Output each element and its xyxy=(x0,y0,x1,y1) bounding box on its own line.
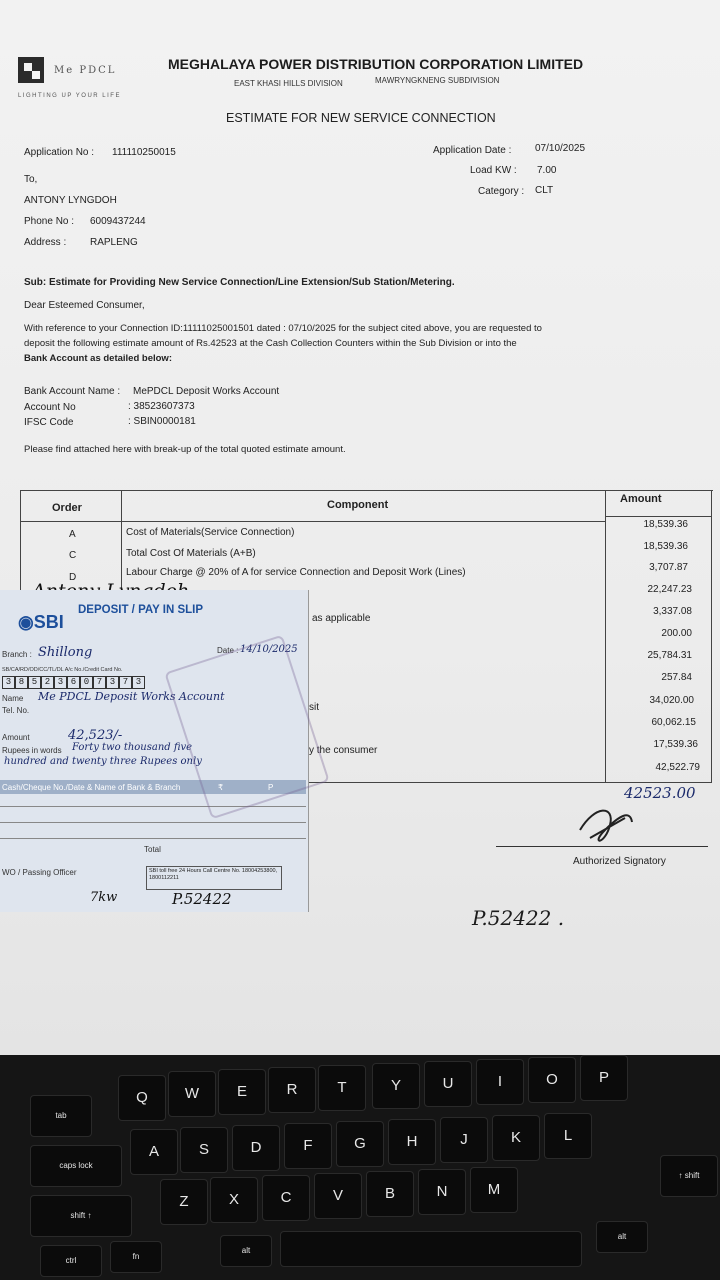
date-value: 14/10/2025 xyxy=(240,644,298,655)
key-j[interactable]: J xyxy=(440,1117,488,1163)
key-alt-left[interactable]: alt xyxy=(220,1235,272,1267)
slip-receipt-note: P.52422 xyxy=(172,890,232,908)
key-ctrl[interactable]: ctrl xyxy=(40,1245,102,1277)
paragraph-line-1: With reference to your Connection ID:11111025001501 dated : 07/10/2025 for the subject cited above, you are requested to xyxy=(24,323,542,334)
table-row-order: D xyxy=(69,572,77,583)
key-n[interactable]: N xyxy=(418,1169,466,1215)
paise-label: P xyxy=(268,783,274,792)
name-label: Name xyxy=(2,694,24,703)
key-h[interactable]: H xyxy=(388,1119,436,1165)
paragraph-line-3: Bank Account as detailed below: xyxy=(24,353,172,364)
header-component: Component xyxy=(327,499,389,511)
amount-cell: 257.84 xyxy=(661,672,692,683)
authorized-signatory-label: Authorized Signatory xyxy=(573,856,666,867)
key-shift-left[interactable]: shift ↑ xyxy=(30,1195,132,1237)
passing-officer-label: WO / Passing Officer xyxy=(2,868,77,877)
key-fn[interactable]: fn xyxy=(110,1241,162,1273)
key-m[interactable]: M xyxy=(470,1167,518,1213)
account-digit-boxes xyxy=(2,676,145,689)
key-f[interactable]: F xyxy=(284,1123,332,1169)
handwritten-total: 42523.00 xyxy=(624,784,696,802)
digit-box: 3 xyxy=(2,676,15,689)
key-e[interactable]: E xyxy=(218,1069,266,1115)
digit-box: 3 xyxy=(54,676,67,689)
key-t[interactable]: T xyxy=(318,1065,366,1111)
digit-box: 7 xyxy=(93,676,106,689)
key-b[interactable]: B xyxy=(366,1171,414,1217)
amount-cell: 34,020.00 xyxy=(649,695,694,706)
digit-box: 6 xyxy=(67,676,80,689)
account-type-label: SB/CA/RD/OD/CC/TL/DL A/c No./Credit Card No. xyxy=(2,667,123,673)
key-i[interactable]: I xyxy=(476,1059,524,1105)
key-g[interactable]: G xyxy=(336,1121,384,1167)
sbi-logo xyxy=(18,612,64,633)
phone-label: Phone No : xyxy=(24,216,75,227)
helpline-box: SBI toll free 24 Hours Call Centre No. 18004253800, 1800112211 xyxy=(146,866,282,890)
words-line-1: Forty two thousand five xyxy=(72,742,193,753)
application-no: 111110250015 xyxy=(112,147,176,158)
partial-component: sit xyxy=(309,702,319,713)
words-line-2: hundred and twenty three Rupees only xyxy=(4,756,202,767)
key-space[interactable] xyxy=(280,1231,582,1267)
slip-title: DEPOSIT / PAY IN SLIP xyxy=(78,604,204,616)
rupee-symbol: ₹ xyxy=(218,783,224,792)
key-l[interactable]: L xyxy=(544,1113,592,1159)
header-amount: Amount xyxy=(620,493,662,505)
branch-label: Branch : xyxy=(2,650,32,659)
account-value: : 38523607373 xyxy=(128,401,195,412)
load-value: 7.00 xyxy=(537,165,557,176)
logo-tagline: LIGHTING UP YOUR LIFE xyxy=(18,93,121,99)
laptop-keyboard xyxy=(0,1055,720,1280)
bank-name-label: Bank Account Name : xyxy=(24,386,121,397)
sbi-icon: ◉ xyxy=(18,612,34,632)
key-z[interactable]: Z xyxy=(160,1179,208,1225)
digit-box: 3 xyxy=(132,676,145,689)
digit-box: 3 xyxy=(106,676,119,689)
table-row-order: A xyxy=(69,529,76,540)
key-u[interactable]: U xyxy=(424,1061,472,1107)
amount-value: 42,523/- xyxy=(68,728,123,743)
division-name: EAST KHASI HILLS DIVISION xyxy=(234,79,343,88)
amount-cell: 25,784.31 xyxy=(647,650,692,661)
words-label: Rupees in words xyxy=(2,746,62,755)
key-v[interactable]: V xyxy=(314,1173,362,1219)
key-s[interactable]: S xyxy=(180,1127,228,1173)
key-a[interactable]: A xyxy=(130,1129,178,1175)
address-value: RAPLENG xyxy=(90,237,138,248)
digit-box: 7 xyxy=(119,676,132,689)
amount-cell: 3,337.08 xyxy=(653,606,692,617)
salutation: Dear Esteemed Consumer, xyxy=(24,300,145,311)
amount-cell: 200.00 xyxy=(661,628,692,639)
name-value: Me PDCL Deposit Works Account xyxy=(38,690,225,703)
key-tab[interactable]: tab xyxy=(30,1095,92,1137)
phone-value: 6009437244 xyxy=(90,216,146,227)
key-y[interactable]: Y xyxy=(372,1063,420,1109)
amount-cell: 17,539.36 xyxy=(653,739,698,750)
bank-name: SBI xyxy=(33,612,64,632)
to-label: To, xyxy=(24,174,38,185)
subdivision-name: MAWRYNGKNENG SUBDIVISION xyxy=(375,76,500,85)
application-no-label: Application No : xyxy=(24,147,95,158)
branch-value: Shillong xyxy=(38,645,93,660)
amount-cell: 18,539.36 xyxy=(643,519,688,530)
ifsc-label: IFSC Code xyxy=(24,417,74,428)
account-label: Account No xyxy=(24,402,76,413)
address-label: Address : xyxy=(24,237,67,248)
receipt-number: P.52422 . xyxy=(472,906,565,930)
key-x[interactable]: X xyxy=(210,1177,258,1223)
signature-scribble xyxy=(570,800,640,848)
category-value: CLT xyxy=(535,185,554,196)
company-name: MEGHALAYA POWER DISTRIBUTION CORPORATION LIMITED xyxy=(168,56,584,72)
key-r[interactable]: R xyxy=(268,1067,316,1113)
amount-label: Amount xyxy=(2,733,30,742)
key-shift-right[interactable]: ↑ shift xyxy=(660,1155,718,1197)
document-title: ESTIMATE FOR NEW SERVICE CONNECTION xyxy=(226,111,496,125)
application-date-label: Application Date : xyxy=(433,145,512,156)
key-c[interactable]: C xyxy=(262,1175,310,1221)
key-alt-right[interactable]: alt xyxy=(596,1221,648,1253)
table-row-component: Cost of Materials(Service Connection) xyxy=(126,527,295,538)
table-row-order: C xyxy=(69,550,77,561)
logo-text: Me PDCL xyxy=(54,65,117,76)
amount-cell: 18,539.36 xyxy=(643,541,688,552)
key-caps-lock[interactable]: caps lock xyxy=(30,1145,122,1187)
key-w[interactable]: W xyxy=(168,1071,216,1117)
cheque-label: Cash/Cheque No./Date & Name of Bank & Branch xyxy=(2,783,181,792)
subject-line: Sub: Estimate for Providing New Service Connection/Line Extension/Sub Station/Metering. xyxy=(24,277,455,288)
category-label: Category : xyxy=(478,186,525,197)
partial-component: y the consumer xyxy=(309,745,378,756)
digit-box: 8 xyxy=(15,676,28,689)
paragraph-line-2: deposit the following estimate amount of Rs.42523 at the Cash Collection Counters within the Sub Division or into the xyxy=(24,338,517,349)
attached-note: Please find attached here with break-up of the total quoted estimate amount. xyxy=(24,444,346,455)
amount-cell: 3,707.87 xyxy=(649,562,688,573)
ifsc-value: : SBIN0000181 xyxy=(128,416,196,427)
partial-component: as applicable xyxy=(312,613,371,624)
amount-cell: 60,062.15 xyxy=(651,717,696,728)
application-date: 07/10/2025 xyxy=(535,143,586,154)
header-order: Order xyxy=(52,502,82,514)
kw-note: 7kw xyxy=(90,890,118,905)
company-logo xyxy=(18,55,128,99)
key-d[interactable]: D xyxy=(232,1125,280,1171)
table-row-component: Labour Charge @ 20% of A for service Connection and Deposit Work (Lines) xyxy=(126,567,466,578)
bank-name-value: MePDCL Deposit Works Account xyxy=(133,386,280,397)
key-k[interactable]: K xyxy=(492,1115,540,1161)
digit-box: 5 xyxy=(28,676,41,689)
total-label: Total xyxy=(144,845,161,854)
date-label: Date : xyxy=(217,646,239,655)
load-label: Load KW : xyxy=(470,165,517,176)
key-p[interactable]: P xyxy=(580,1055,628,1101)
applicant-name: ANTONY LYNGDOH xyxy=(24,195,117,206)
amount-cell: 22,247.23 xyxy=(647,584,692,595)
logo-icon xyxy=(18,57,44,83)
key-o[interactable]: O xyxy=(528,1057,576,1103)
digit-box: 2 xyxy=(41,676,54,689)
table-row-component: Total Cost Of Materials (A+B) xyxy=(126,548,256,559)
digit-box: 0 xyxy=(80,676,93,689)
tel-label: Tel. No. xyxy=(2,706,30,715)
amount-cell: 42,522.79 xyxy=(655,762,700,773)
key-q[interactable]: Q xyxy=(118,1075,166,1121)
